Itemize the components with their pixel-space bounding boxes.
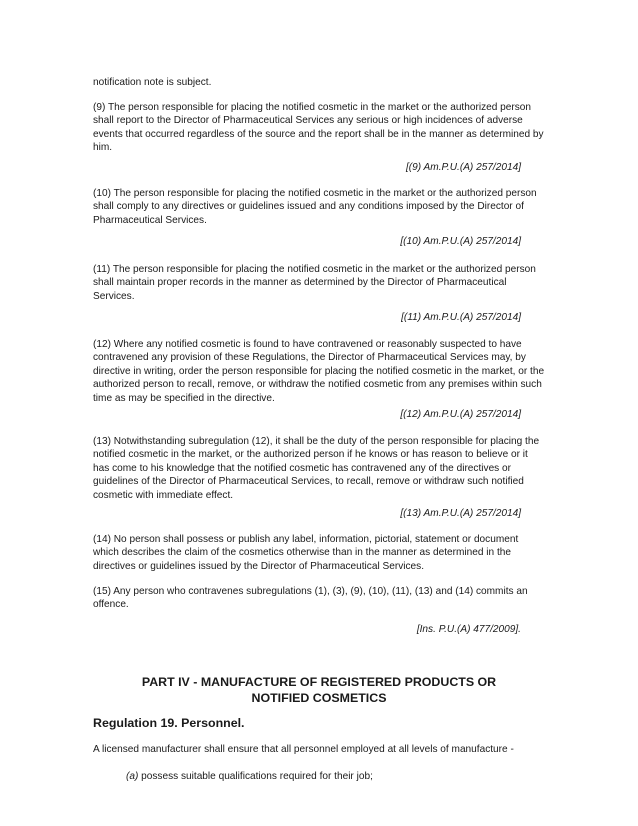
citation-12: [(12) Am.P.U.(A) 257/2014]	[400, 409, 521, 420]
citation-11: [(11) Am.P.U.(A) 257/2014]	[401, 312, 521, 323]
paragraph-9: (9) The person responsible for placing the notified cosmetic in the market or the authorized person shall report to the Director of Pharmaceutical Services any serious or high incidences of adverse events that occurred regardless of the source and the report shall be in the manner as determined by him.	[93, 102, 544, 154]
citation-10: [(10) Am.P.U.(A) 257/2014]	[400, 236, 521, 247]
regulation-intro: A licensed manufacturer shall ensure that all personnel employed at all levels of manufacture -	[93, 744, 514, 755]
list-item-a-text: possess suitable qualifications required for their job;	[138, 771, 373, 782]
paragraph-15: (15) Any person who contravenes subregulations (1), (3), (9), (10), (11), (13) and (14) commits an offence.	[93, 586, 528, 611]
citation-13: [(13) Am.P.U.(A) 257/2014]	[400, 508, 521, 519]
citation-15: [Ins. P.U.(A) 477/2009].	[416, 624, 521, 635]
part-heading: PART IV - MANUFACTURE OF REGISTERED PRODUCTS OR NOTIFIED COSMETICS	[141, 675, 497, 705]
paragraph-continuation: notification note is subject.	[93, 77, 212, 88]
paragraph-14: (14) No person shall possess or publish any label, information, pictorial, statement or document which describes the claim of the cosmetics otherwise than in the manner as determined in the directives or guidelines issued by the Director of Pharmaceutical Services.	[93, 534, 519, 572]
paragraph-10: (10) The person responsible for placing the notified cosmetic in the market or the authorized person shall comply to any directives or guidelines issued and any conditions imposed by the Director of Pharmaceutical Services.	[93, 188, 537, 226]
paragraph-13: (13) Notwithstanding subregulation (12), it shall be the duty of the person responsible for placing the notified cosmetic in the market, or the authorized person if he knows or has reason to believe or it has come to his knowledge that the notified cosmetic has contravened any of the directives or guidelines of the Director of Pharmaceutical Services, to recall, remove or withdraw such notified cosmetic with immediate effect.	[93, 436, 540, 501]
citation-9: [(9) Am.P.U.(A) 257/2014]	[405, 162, 521, 173]
list-item-a-marker: (a)	[126, 771, 139, 782]
paragraph-12: (12) Where any notified cosmetic is found to have contravened or reasonably suspected to have contravened any provision of these Regulations, the Director of Pharmaceutical Services may, by directive in writing, order the person responsible for placing the notified cosmetic in the market, or the authorized person to recall, remove, or withdraw the notified cosmetic from any premises within such time as may be specified in the directive.	[93, 339, 545, 404]
paragraph-11: (11) The person responsible for placing the notified cosmetic in the market or the authorized person shall maintain proper records in the manner as determined by the Director of Pharmaceutical Services.	[93, 264, 536, 302]
regulation-heading: Regulation 19. Personnel.	[93, 716, 245, 730]
list-item-a	[126, 770, 373, 783]
